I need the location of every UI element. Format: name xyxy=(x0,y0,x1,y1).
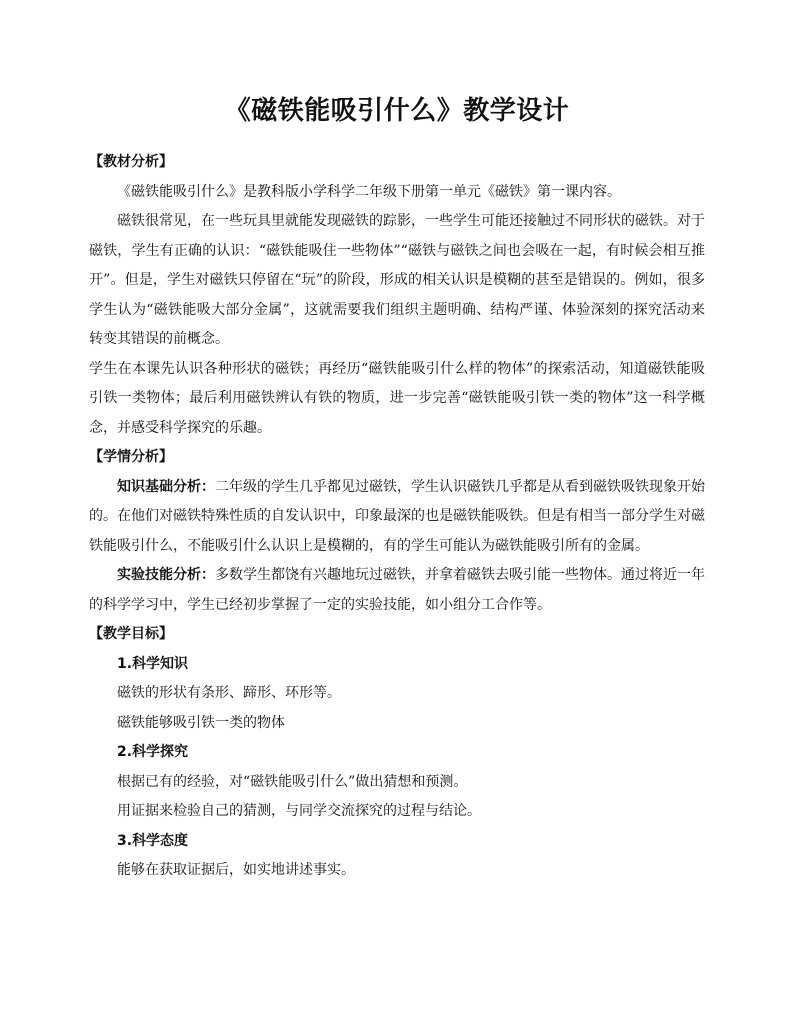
goal-item: 根据已有的经验，对“磁铁能吸引什么”做出猜想和预测。 xyxy=(117,773,468,790)
knowledge-basis-text: 二年级的学生几乎都见过磁铁，学生认识磁铁几乎都是从看到磁铁吸铁现象开始的。在他们对磁铁特殊性质的自发认识中，印象最深的也是磁铁能吸铁。但是有相当一部分学生对磁铁能吸引什么，不能吸引什么认识上是模糊的，有的学生可能认为磁铁能吸引所有的金属。 xyxy=(89,478,705,554)
paragraph-knowledge-basis xyxy=(89,473,705,562)
goal-number: 2. xyxy=(117,744,133,760)
section-heading-teaching-goals: 【教学目标】 xyxy=(89,626,173,642)
document-body xyxy=(89,148,705,886)
goal-title: 科学探究 xyxy=(132,744,189,760)
paragraph-magnet-misconceptions: 磁铁很常见，在一些玩具里就能发现磁铁的踪影，一些学生可能还接触过不同形状的磁铁。对于磁铁，学生有正确的认识：“磁铁能吸住一些物体”“磁铁与磁铁之间也会吸在一起，有时候会相互推开”。但是，学生对磁铁只停留在“玩”的阶段，形成的相关认识是模糊的甚至是错误的。例如，很多学生认为“磁铁能吸大部分金属”，这就需要我们组织主题明确、结构严谨、体验深刻的探究活动来转变其错误的前概念。 xyxy=(89,213,705,347)
goal-item: 能够在获取证据后，如实地讲述事实。 xyxy=(117,862,355,878)
goal-title: 科学态度 xyxy=(132,832,189,849)
knowledge-basis-label: 知识基础分析： xyxy=(117,478,215,495)
paragraph-experiment-skills xyxy=(89,561,705,620)
experiment-skills-text: 多数学生都饶有兴趣地玩过磁铁，并拿着磁铁去吸引能一些物体。通过将近一年的科学学习中，学生已经初步掌握了一定的实验技能，如小组分工合作等。 xyxy=(89,567,705,613)
document-title: 《磁铁能吸引什么》教学设计 xyxy=(224,96,570,126)
section-heading-student-analysis: 【学情分析】 xyxy=(89,449,173,465)
goal-number: 1. xyxy=(117,655,133,672)
goal-heading-science-inquiry xyxy=(89,738,705,768)
section-heading-textbook-analysis: 【教材分析】 xyxy=(89,154,173,170)
goal-item: 磁铁能够吸引铁一类的物体 xyxy=(117,714,285,731)
goal-heading-science-knowledge xyxy=(89,650,705,680)
paragraph-lesson-overview: 《磁铁能吸引什么》是教科版小学科学二年级下册第一单元《磁铁》第一课内容。 xyxy=(117,183,621,200)
goal-number: 3. xyxy=(117,832,133,849)
goal-title: 科学知识 xyxy=(132,655,189,672)
goal-item: 磁铁的形状有条形、蹄形、环形等。 xyxy=(117,685,341,701)
goal-heading-science-attitude xyxy=(89,827,705,857)
paragraph-lesson-flow: 学生在本课先认识各种形状的磁铁；再经历“磁铁能吸引什么样的物体”的探索活动，知道磁铁能吸引铁一类物体；最后利用磁铁辨认有铁的物质，进一步完善“磁铁能吸引铁一类的物体”这一科学概念，并感受科学探究的乐趣。 xyxy=(89,360,705,436)
goal-item: 用证据来检验自己的猜测，与同学交流探究的过程与结论。 xyxy=(117,803,481,819)
experiment-skills-label: 实验技能分析： xyxy=(117,567,215,583)
